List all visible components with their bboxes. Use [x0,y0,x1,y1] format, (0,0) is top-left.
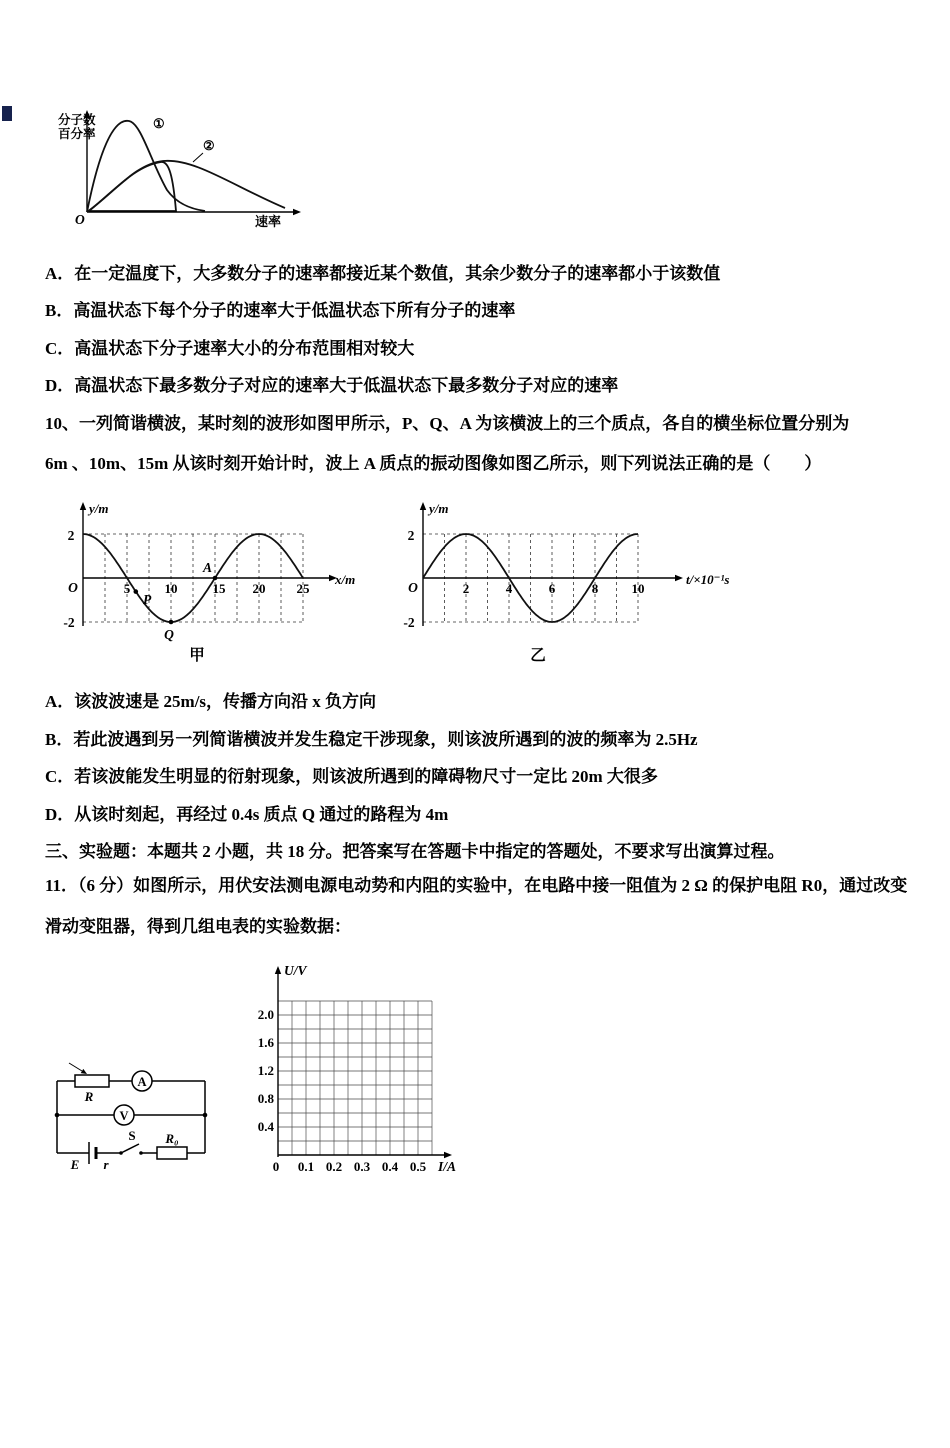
rheostat-label: R [84,1089,94,1105]
y-axis-label-2: 百分率 [58,127,96,141]
jia-xtick-20: 20 [252,581,266,597]
q10-wave-figures [47,494,905,666]
itick-0: 0 [272,1159,280,1175]
q11-figures [45,957,905,1189]
jia-xtick-5: 5 [123,581,131,597]
uv-grid-figure [238,957,468,1189]
yi-y-label: y/m [429,501,449,517]
point-A-dot [213,576,218,581]
protect-resistor-box [157,1147,187,1159]
point-Q-dot [169,620,174,625]
yi-y-arrow [420,502,426,510]
shaded-area [89,162,176,211]
circuit-svg [45,1041,220,1176]
voltmeter-label: V [119,1109,129,1124]
junction-dot [55,1113,60,1118]
utick-0.8: 0.8 [257,1091,274,1107]
itick-0.4: 0.4 [381,1159,399,1175]
q10-option-c: C．若该波能发生明显的衍射现象，则该波所遇到的障碍物尺寸一定比 20m 大很多 [45,767,658,787]
internal-r-label: r [103,1157,109,1173]
q9-option-c: C．高温状态下分子速率大小的分布范围相对较大 [45,338,415,358]
curve1-label: ① [153,116,165,131]
emf-label: E [70,1157,80,1173]
y-axis-label-1: 分子数 [58,113,96,127]
yi-ytick-top: 2 [407,528,415,544]
wave-graph-jia [47,494,369,666]
q10-stem-line1: 10、一列简谐横波，某时刻的波形如图甲所示，P、Q、A 为该横波上的三个质点，各自的横坐标位置分别为 [45,413,850,433]
jia-xtick-10: 10 [164,581,178,597]
speed-distribution-svg [57,104,312,232]
jia-origin: O [68,580,78,596]
q11-stem-line1: 11．（6 分）如图所示，用伏安法测电源电动势和内阻的实验中，在电路中接一阻值为 2 Ω 的保护电阻 R0，通过改变 [45,876,908,896]
jia-ytick-top: 2 [67,528,75,544]
q11-stem [45,876,908,937]
i-arrow [444,1152,452,1158]
q9-option-a: A．在一定温度下，大多数分子的速率都接近某个数值，其余少数分子的速率都小于该数值 [45,264,721,283]
i-axis-label: I/A [438,1159,457,1175]
itick-0.1: 0.1 [297,1159,315,1175]
wave-graph-yi [383,494,745,666]
switch-lever [121,1144,139,1153]
yi-xtick-10: 10 [631,581,645,597]
q10-stem [45,414,905,475]
yi-xtick-4: 4 [505,581,513,597]
yi-x-arrow [675,575,683,581]
q9-option-b: B．高温状态下每个分子的速率大于低温状态下所有分子的速率 [45,301,516,321]
point-P-label: P [143,592,152,608]
junction-dot [203,1113,208,1118]
jia-xtick-15: 15 [212,581,226,597]
jia-y-label: y/m [89,501,109,517]
yi-ytick-bottom: -2 [403,615,415,631]
grid-lines [278,1001,432,1155]
x-arrow [293,209,301,215]
speed-distribution-figure [57,104,905,232]
q10-option-d: D．从该时刻起，再经过 0.4s 质点 Q 通过的路程为 4m [45,804,449,824]
u-axis-label: U/V [284,963,307,979]
jia-y-arrow [80,502,86,510]
itick-0.2: 0.2 [325,1159,343,1175]
q10-options [45,692,905,825]
itick-0.5: 0.5 [409,1159,427,1175]
rheostat-box [75,1075,109,1087]
q9-option-d: D．高温状态下最多数分子对应的速率大于低温状态下最多数分子对应的速率 [45,376,619,396]
ammeter-label: A [137,1075,147,1090]
q10-option-a: A．该波波速是 25m/s，传播方向沿 x 负方向 [45,692,377,712]
yi-xtick-8: 8 [591,581,599,597]
utick-1.6: 1.6 [257,1035,274,1051]
uv-grid-svg [238,957,468,1189]
yi-x-label: t/×10⁻¹s [686,572,730,588]
q9-options [45,264,905,397]
jia-x-label: x/m [335,572,356,588]
point-P-dot [134,590,139,595]
jia-ytick-bottom: -2 [63,615,75,631]
point-Q-label: Q [164,627,174,643]
q10-option-b: B．若此波遇到另一列简谐横波并发生稳定干涉现象，则该波所遇到的波的频率为 2.5Hz [45,729,698,749]
point-A-label: A [203,560,213,576]
circuit-diagram [45,1041,220,1176]
protect-resistor-label: R₀ [165,1131,179,1147]
origin-label: O [75,212,85,227]
yi-xtick-6: 6 [548,581,556,597]
x-axis-label: 速率 [255,214,282,229]
exam-page [0,104,950,1189]
jia-caption: 甲 [189,647,205,665]
rheostat-arrow-line [69,1063,82,1071]
curve-2 [87,161,285,212]
yi-xtick-2: 2 [462,581,470,597]
section3-header: 三、实验题：本题共 2 小题，共 18 分。把答案写在答题卡中指定的答题处，不要求写出演算过程。 [45,841,785,861]
yi-origin: O [408,580,418,596]
yi-caption: 乙 [530,647,546,665]
curve2-label: ② [203,138,215,153]
rheostat-arrow-head [81,1069,87,1074]
itick-0.3: 0.3 [353,1159,371,1175]
q11-stem-line2: 滑动变阻器，得到几组电表的实验数据： [45,916,351,936]
curve2-leader [193,153,203,162]
jia-xtick-25: 25 [296,581,310,597]
utick-2.0: 2.0 [257,1007,274,1023]
utick-0.4: 0.4 [257,1119,274,1135]
utick-1.2: 1.2 [257,1063,274,1079]
u-arrow [275,966,281,974]
q10-stem-line2: 6m 、10m、15m 从该时刻开始计时，波上 A 质点的振动图像如图乙所示，则下列说法正确的是（ ） [45,453,822,473]
switch-label: S [128,1128,136,1144]
